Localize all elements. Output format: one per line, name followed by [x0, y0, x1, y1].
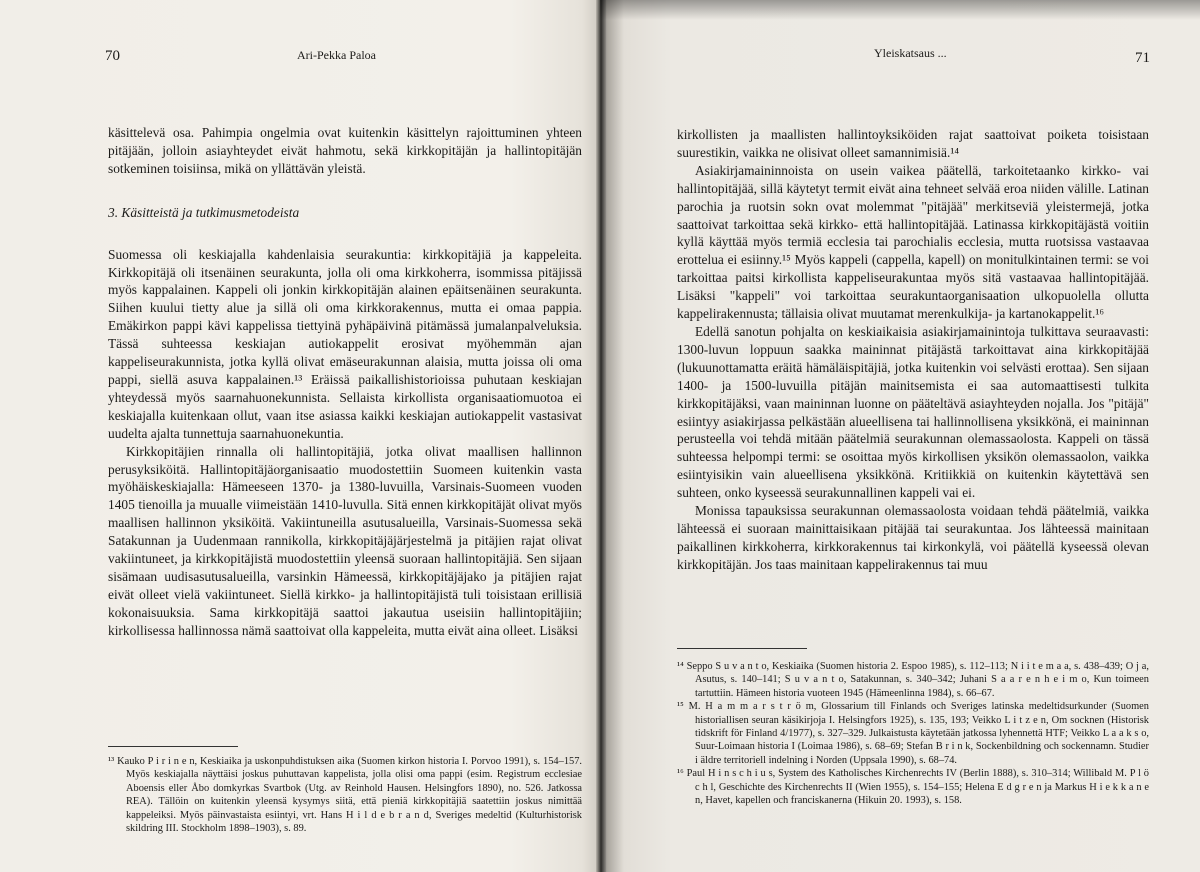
page-shadow: [600, 0, 1200, 20]
paragraph: Kirkkopitäjien rinnalla oli hallintopitäjiä, jotka olivat maallisen hallinnon perusyksiköitä. Hallintopitäjäorganisaatio muodostettiin Suomeen kuitenkin vasta myöhäiskeskiajalla: Hämeeseen 1370- ja 1380-luvuilla, Varsinais-Suomeen vuoden 1405 tienoilla ja muualle viimeistään 1410-luvulla. Sitä ennen kirkkopitäjät olivat myös maallisen hallinnon yksiköitä. Vakiintuneilla asutusalueilla, Varsinais-Suomessa sekä Satakunnan ja Uudenmaan rannikolla, kirkkopitäjäjärjestelmä ja pitäjien rajat olivat vakiintuneet, ja kirkkopitäjistä muodostettiin yleensä suoraan hallintopitäjiä. Sen sijaan sisämaan uudisasutusalueilla, varsinkin Hämeessä, kirkkopitäjäjako ja pitäjien rajat eivät olleet vielä vakiintuneet. Siellä kirkko- ja hallintopitäjistä tuli toisistaan erillisiä kokonaisuuksia. Sama kirkkopitäjä saattoi jakautua useisiin hallintopitäjiin; kirkollisessa hallinnossa nämä saattoivat olla kappeleita, mutta eivät aina olleet. Lisäksi: [108, 443, 582, 638]
paragraph: Monissa tapauksissa seurakunnan olemassaolosta voidaan tehdä päätelmiä, vaikka lähteessä ei suoraan mainittaisikaan pitäjää tai seurakuntaa. Jos lähteessä mainitaan paikallinen kirkkoherra, kirkkorakennus tai kirkonkylä, voi päätellä kyseessä olevan kirkkopitäjän. Jos taas mainitaan kappelirakennus tai muu: [677, 503, 1149, 572]
footnotes: [108, 755, 582, 835]
footnote: ¹³ Kauko P i r i n e n, Keskiaika ja uskonpuhdistuksen aika (Suomen kirkon historia I. Porvoo 1991), s. 154–157. Myös keskiajalla näyttäisi joskus puhuttavan kappelista, jolla olisi oma pappi (esim. Registrum ecclesiae Aboensis eller Åbo domkyrkas Svartbok (Utg. av Reinhold Hausen. Helsingfors 1890), no. 526. Jatkossa REA). Tällöin on kuitenkin yleensä kysymys siitä, että pieniä kirkkopitäjiä saatettiin joskus nimittää kappeleiksi. Myös päinvastaista esiintyi, vrt. Hans H i l d e b r a n d, Sveriges medeltid (Kulturhistorisk skildring III. Stockholm 1898–1903), s. 89.: [108, 756, 582, 835]
paragraph: käsittelevä osa. Pahimpia ongelmia ovat kuitenkin käsittelyn rajoittuminen yhteen pitäjään, jolloin asiayhteydet eivät hahmotu, sekä kirkkopitäjän ja hallintopitäjän sotkeminen toisiinsa, mikä on yllättävän yleistä.: [108, 125, 582, 176]
book-gutter: [596, 0, 606, 872]
section-heading: 3. Käsitteistä ja tutkimusmetodeista: [108, 204, 300, 220]
footnote: ¹⁶ Paul H i n s c h i u s, System des Katholisches Kirchenrechts IV (Berlin 1888), s. 310–314; Willibald M. P l ö c h l, Geschichte des Kirchenrechts II (Wien 1955), s. 154–155; Helena E d g r e n ja Markus H i e k k a n e n, Havet, kapellen och franciskanerna (Hikuin 20. 1993), s. 158.: [677, 768, 1149, 807]
page-number: 71: [1135, 50, 1150, 66]
footnote-rule: [108, 746, 238, 747]
running-head: Ari-Pekka Paloa: [297, 48, 376, 62]
footnote: ¹⁴ Seppo S u v a n t o, Keskiaika (Suomen historia 2. Espoo 1985), s. 112–113; N i i t e m a a, s. 438–439; O j a, Asutus, s. 140–141; S u v a n t o, Satakunnan, s. 340–342; Juhani S a a r e n h e i m o, Kun toimeen tartuttiin. Hämeen historia vuoteen 1945 (Hämeenlinna 1984), s. 66–67.: [677, 661, 1149, 699]
paragraph: Edellä sanotun pohjalta on keskiaikaisia asiakirjamainintoja tulkittava seuraavasti: 1300-luvun loppuun saakka maininnat pitäjästä tarkoittavat aina kirkkopitäjää (lukuunottamatta eräitä hämäläispitäjiä, jotka kuitenkin voi selvästi erottaa). Sen sijaan 1400- ja 1500-luvuilla pitäjän mainitsemista ei saa automaattisesti tulkita kirkkopitäjäksi, vaan maininnan luonne on pääteltävä asiayhteyden nojalla. Jos "pitäjä" esiintyy asiakirjassa pelkästään alueellisena tai hallinnollisena yksikkönä, ei maininnan perusteella voi tehdä mitään päätelmiä seurakunnan olemassaolosta. Kappeli on tässä suhteessa helpompi termi: se osoittaa myös kirkollisen yksikön olemassaolon, vaikka esiintyisikin vain alueellisena yksikkönä. Kritiikkiä on kuitenkin käytettävä sen suhteen, onko kyseessä seurakunnallinen kappeli vai ei.: [677, 323, 1149, 501]
body-text: [677, 126, 1149, 574]
body-text: [108, 124, 582, 640]
footnote: ¹⁵ M. H a m m a r s t r ö m, Glossarium till Finlands och Sveriges latinska medeltidsurkunder (Suomen historiallisen seuran käsikirjoja I. Helsingfors 1925), s. 135, 193; Veikko L i t z e n, Om socknen (Historisk tidskrift för Finland 4/1977), s. 327–329. Julkaistusta käytetään jatkossa lyhennettä HTF; Veikko L a a k s o, Suur-Loimaan historia I (Loimaa 1986), s. 68–69; Stefan B r i n k, Sockenbildning och sockennamn. Studier i äldre territoriell indelning i Norden (Uppsala 1990), s. 68–74.: [677, 701, 1149, 766]
right-page: [600, 0, 1200, 872]
page-number: 70: [105, 48, 120, 64]
footnotes: [677, 660, 1149, 807]
paragraph: Asiakirjamaininnoista on usein vaikea päätellä, tarkoitetaanko kirkko- vai hallintopitäjää, sillä käytetyt termit eivät aina tehneet selvää eroa niiden välille. Latinan parochia ja ruotsin sokn ovat molemmat "pitäjää" merkitseviä yleistermejä, jotka saattoivat tarkoittaa sekä kirkko- että hallintopitäjää. Latinassa kirkkopitäjästä voitiin kyllä käyttää myös termiä ecclesia tai parochialis ecclesia, mutta ruotsissa vastaavaa erottelua ei esiinny.¹⁵ Myös kappeli (cappella, kapell) on monitulkintainen termi: se voi tarkoittaa paitsi kirkollista kappeliseurakuntaa myös sitä vastaavaa hallintopitäjää. Lisäksi "kappeli" voi tarkoittaa seurakuntaorganisaation ulkopuolella ollutta kappelirakennusta; tällaisia olivat muutamat merenkulkija- ja kartanokappelit.¹⁶: [677, 162, 1149, 322]
paragraph: Suomessa oli keskiajalla kahdenlaisia seurakuntia: kirkkopitäjiä ja kappeleita. Kirkkopitäjä oli itsenäinen seurakunta, jolla oli oma kirkkoherra, isommissa pitäjissä myös kappalainen. Kappeli oli jonkin kirkkopitäjän alainen epäitsenäinen seurakunta. Siihen kuului tietty alue ja sillä oli oma kirkkorakennus, mutta ei omaa pappia. Emäkirkon pappi kävi kappelissa tiettyinä pyhäpäivinä pitämässä jumalanpalveluksia. Tässä suhteessa keskiajan autiokappelit erosivat myöhemmän ajan kappeliseurakunnista, jotka kyllä olivat emäseurakunnan alaisia, mutta joissa oli oma pappi, siellä asuva kappalainen.¹³ Eräissä paikallishistorioissa puhutaan keskiajan yhteydessä myös saarnahuonekunnista. Sellaista kirkollista organisaatiomuotoa ei keskiajalla kuitenkaan ollut, vaan itse asiassa kaikki keskiajan autiokappelit vastasivat uudelta ajalta tunnettuja saarnahuonekuntia.: [108, 246, 582, 441]
footnote-rule: [677, 648, 807, 649]
running-head: Yleiskatsaus ...: [874, 46, 947, 60]
paragraph: kirkollisten ja maallisten hallintoyksiköiden rajat saattoivat poiketa toisistaan suurestikin, vaikka ne olisivat olleet samannimisiä.¹⁴: [677, 127, 1149, 160]
